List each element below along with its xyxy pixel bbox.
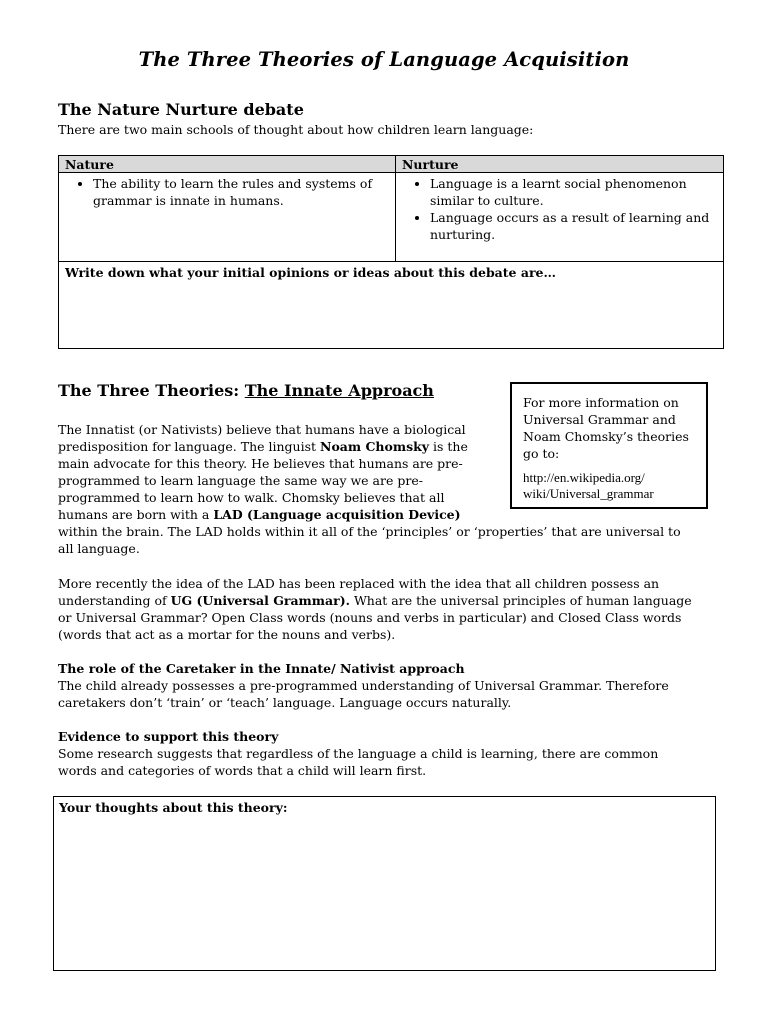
url-line: wiki/Universal_grammar [523, 486, 654, 501]
info-text-line: Noam Chomsky’s theories [523, 429, 689, 444]
text-line: within the brain. The LAD holds within it all of the ‘principles’ or ‘properties’ that are universal to [58, 524, 681, 539]
debate-heading: The Nature Nurture debate [58, 100, 304, 119]
text-line: programmed to learn language the same way we are pre- [58, 473, 423, 488]
text-run: What are the universal principles of human language [349, 593, 692, 608]
nature-nurture-table [58, 155, 724, 349]
info-text-line: For more information on [523, 395, 679, 410]
info-text-line: go to: [523, 446, 560, 461]
caretaker-heading: The role of the Caretaker in the Innate/ Nativist approach [58, 661, 465, 676]
text-line: Some research suggests that regardless of the language a child is learning, there are common [58, 746, 659, 761]
thoughts-prompt: Your thoughts about this theory: [59, 800, 288, 815]
text-line: programmed to learn how to walk. Chomsky believes that all [58, 490, 445, 505]
text-run: humans are born with a [58, 507, 214, 522]
innate-heading [58, 381, 434, 400]
info-text-line: Universal Grammar and [523, 412, 676, 427]
text-line: The Innatist (or Nativists) believe that humans have a biological [58, 422, 466, 437]
nurture-item: • Language is a learnt social phenomenon similar to culture. [430, 175, 717, 209]
text-line: all language. [58, 541, 140, 556]
opinion-prompt: Write down what your initial opinions or ideas about this debate are… [65, 265, 556, 280]
nurture-header: Nurture [396, 156, 724, 173]
text-run: understanding of [58, 593, 171, 608]
debate-intro: There are two main schools of thought about how children learn language: [58, 122, 534, 137]
nature-cell [59, 173, 396, 262]
text-line: (words that act as a mortar for the nouns and verbs). [58, 627, 396, 642]
text-run: predisposition for language. The linguist [58, 439, 321, 454]
lad-term: LAD (Language acquisition Device) [213, 507, 461, 522]
nurture-item: • Language occurs as a result of learning and nurturing. [430, 209, 717, 243]
text-line: or Universal Grammar? Open Class words (nouns and verbs in particular) and Closed Class words [58, 610, 682, 625]
text-line: The child already possesses a pre-programmed understanding of Universal Grammar. Therefore [58, 678, 669, 693]
text-run: is the [429, 439, 468, 454]
url-line: http://en.wikipedia.org/ [523, 470, 645, 485]
innatist-paragraph [58, 421, 681, 557]
innate-approach-link: The Innate Approach [244, 381, 434, 400]
thoughts-answer-box[interactable] [53, 796, 716, 971]
nature-header: Nature [59, 156, 396, 173]
evidence-heading: Evidence to support this theory [58, 729, 279, 744]
innate-heading-prefix: The Three Theories: [58, 381, 245, 400]
page-title: The Three Theories of Language Acquisition [138, 48, 630, 71]
opinion-answer-box[interactable] [59, 262, 724, 349]
text-line [58, 592, 692, 609]
text-line: More recently the idea of the LAD has been replaced with the idea that all children possess an [58, 576, 660, 591]
text-line [58, 438, 681, 455]
ug-term: UG (Universal Grammar). [170, 593, 350, 608]
caretaker-section [58, 660, 669, 711]
ug-paragraph [58, 575, 692, 643]
text-line: caretakers don’t ‘train’ or ‘teach’ language. Language occurs naturally. [58, 695, 512, 710]
evidence-section [58, 728, 658, 779]
text-line: words and categories of words that a child will learn first. [58, 763, 427, 778]
nurture-cell [396, 173, 724, 262]
text-line [58, 506, 681, 523]
text-line: main advocate for this theory. He believes that humans are pre- [58, 456, 463, 471]
chomsky-name: Noam Chomsky [320, 439, 430, 454]
nature-item: • The ability to learn the rules and systems of grammar is innate in humans. [93, 175, 389, 209]
